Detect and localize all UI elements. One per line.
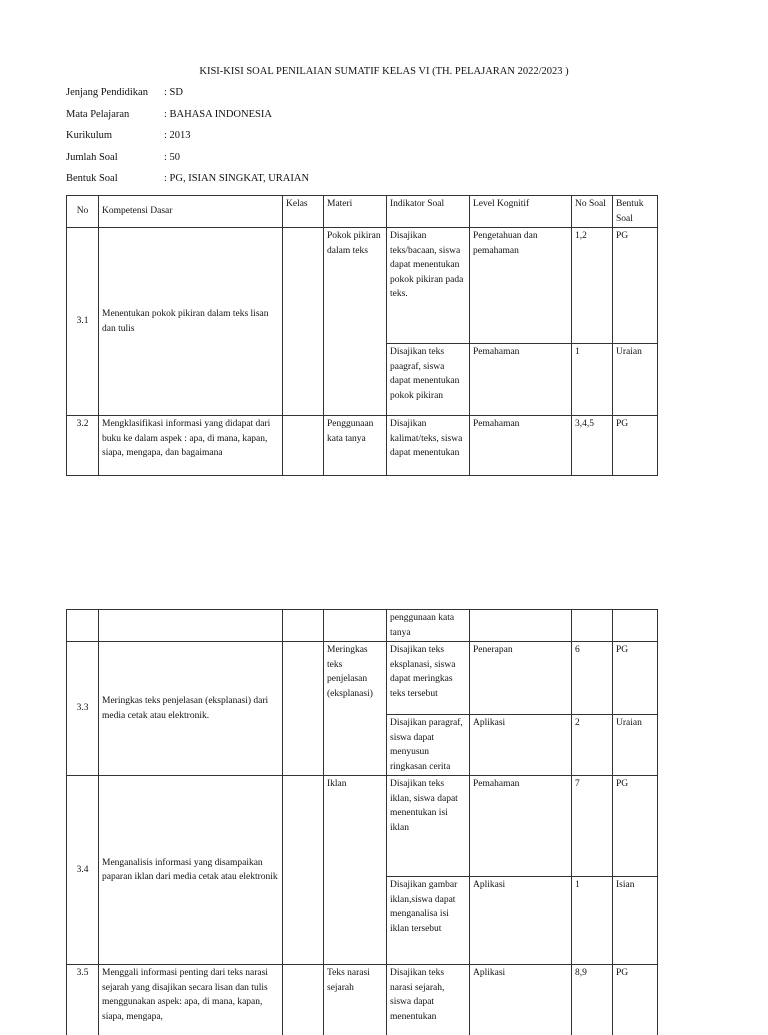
row-bentuk: PG (613, 642, 658, 715)
row-bentuk: PG (613, 228, 658, 344)
row-kompetensi-dasar: Meringkas teks penjelasan (eksplanasi) dari media cetak atau elektronik. (99, 642, 283, 776)
row-no: 3.1 (67, 228, 99, 416)
row-kompetensi-dasar: Mengklasifikasi informasi yang didapat dari buku ke dalam aspek : apa, di mana, kapan, siapa, mengapa, dan bagaimana (99, 416, 283, 476)
row-bentuk: Uraian (613, 715, 658, 776)
row-no-soal: 1,2 (572, 228, 613, 344)
row-materi: Teks narasi sejarah (324, 965, 387, 1035)
info-label: Kurikulum (66, 130, 113, 141)
row-bentuk: Uraian (613, 344, 658, 416)
table-row (67, 228, 658, 344)
row-kelas (283, 416, 324, 476)
row-indikator: Disajikan teks iklan, siswa dapat menentukan isi iklan (387, 776, 470, 877)
info-value: : PG, ISIAN SINGKAT, URAIAN (164, 173, 310, 184)
header-level-kognitif: Level Kognitif (470, 196, 572, 228)
row-indikator: Disajikan teks/bacaan, siswa dapat menentukan pokok pikiran pada teks. (387, 228, 470, 344)
row-no: 3.3 (67, 642, 99, 776)
info-value: : 50 (164, 152, 181, 163)
row-materi: Iklan (324, 776, 387, 965)
info-label: Jumlah Soal (66, 152, 118, 163)
info-value: : SD (164, 87, 183, 98)
row-no-soal: 7 (572, 776, 613, 877)
header-indikator-soal: Indikator Soal (387, 196, 470, 228)
table-header-row (67, 196, 658, 228)
info-label: Mata Pelajaran (66, 109, 130, 120)
row-kelas (283, 642, 324, 776)
row-indikator: Disajikan teks paagraf, siswa dapat menentukan pokok pikiran (387, 344, 470, 416)
row-materi: Pokok pikiran dalam teks (324, 228, 387, 416)
row-indikator: Disajikan paragraf, siswa dapat menyusun ringkasan cerita (387, 715, 470, 776)
row-kelas (283, 776, 324, 965)
document-title: KISI-KISI SOAL PENILAIAN SUMATIF KELAS VI (TH. PELAJARAN 2022/2023 ) (199, 66, 569, 77)
table-row (67, 776, 658, 877)
row-no: 3.2 (67, 416, 99, 476)
row-no: 3.5 (67, 965, 99, 1035)
info-label: Bentuk Soal (66, 173, 118, 184)
row-kelas (283, 965, 324, 1035)
row-level: Pemahaman (470, 776, 572, 877)
row-no (67, 610, 99, 642)
table-row (67, 642, 658, 715)
row-level: Aplikasi (470, 965, 572, 1035)
row-level (470, 610, 572, 642)
row-materi (324, 610, 387, 642)
row-no-soal: 3,4,5 (572, 416, 613, 476)
table-row (67, 416, 658, 476)
row-materi: Meringkas teks penjelasan (eksplanasi) (324, 642, 387, 776)
row-kompetensi-dasar: Menggali informasi penting dari teks narasi sejarah yang disajikan secara lisan dan tulis menggunakan aspek: apa, di mana, kapan, siapa, mengapa, (99, 965, 283, 1035)
row-no-soal: 1 (572, 344, 613, 416)
row-indikator: Disajikan kalimat/teks, siswa dapat menentukan (387, 416, 470, 476)
row-kompetensi-dasar (99, 610, 283, 642)
row-indikator: Disajikan gambar iklan,siswa dapat menganalisa isi iklan tersebut (387, 877, 470, 965)
row-bentuk (613, 610, 658, 642)
header-no: No (67, 196, 99, 228)
row-no-soal: 2 (572, 715, 613, 776)
table-row-continued (67, 610, 658, 642)
row-level: Aplikasi (470, 715, 572, 776)
row-level: Pemahaman (470, 344, 572, 416)
row-no-soal: 1 (572, 877, 613, 965)
row-indikator: Disajikan teks eksplanasi, siswa dapat meringkas teks tersebut (387, 642, 470, 715)
info-value: : BAHASA INDONESIA (164, 109, 272, 120)
row-no-soal: 6 (572, 642, 613, 715)
header-materi: Materi (324, 196, 387, 228)
row-kelas (283, 610, 324, 642)
row-no-soal: 8,9 (572, 965, 613, 1035)
header-bentuk-soal: Bentuk Soal (613, 196, 658, 228)
row-bentuk: PG (613, 776, 658, 877)
header-no-soal: No Soal (572, 196, 613, 228)
info-label: Jenjang Pendidikan (66, 87, 148, 98)
row-indikator: penggunaan kata tanya (387, 610, 470, 642)
row-no-soal (572, 610, 613, 642)
header-kelas: Kelas (283, 196, 324, 228)
row-no: 3.4 (67, 776, 99, 965)
row-materi: Penggunaan kata tanya (324, 416, 387, 476)
row-kompetensi-dasar: Menganalisis informasi yang disampaikan paparan iklan dari media cetak atau elektronik (99, 776, 283, 965)
row-bentuk: Isian (613, 877, 658, 965)
row-level: Pemahaman (470, 416, 572, 476)
row-bentuk: PG (613, 965, 658, 1035)
row-kelas (283, 228, 324, 416)
header-kompetensi-dasar: Kompetensi Dasar (99, 196, 283, 228)
kisi-kisi-table-page-1 (66, 195, 658, 476)
row-level: Pengetahuan dan pemahaman (470, 228, 572, 344)
table-row (67, 965, 658, 1035)
row-kompetensi-dasar: Menentukan pokok pikiran dalam teks lisan dan tulis (99, 228, 283, 416)
kisi-kisi-table-page-2 (66, 609, 658, 1035)
row-indikator: Disajikan teks narasi sejarah, siswa dapat menentukan (387, 965, 470, 1035)
info-value: : 2013 (164, 130, 191, 141)
row-bentuk: PG (613, 416, 658, 476)
row-level: Penerapan (470, 642, 572, 715)
row-level: Aplikasi (470, 877, 572, 965)
